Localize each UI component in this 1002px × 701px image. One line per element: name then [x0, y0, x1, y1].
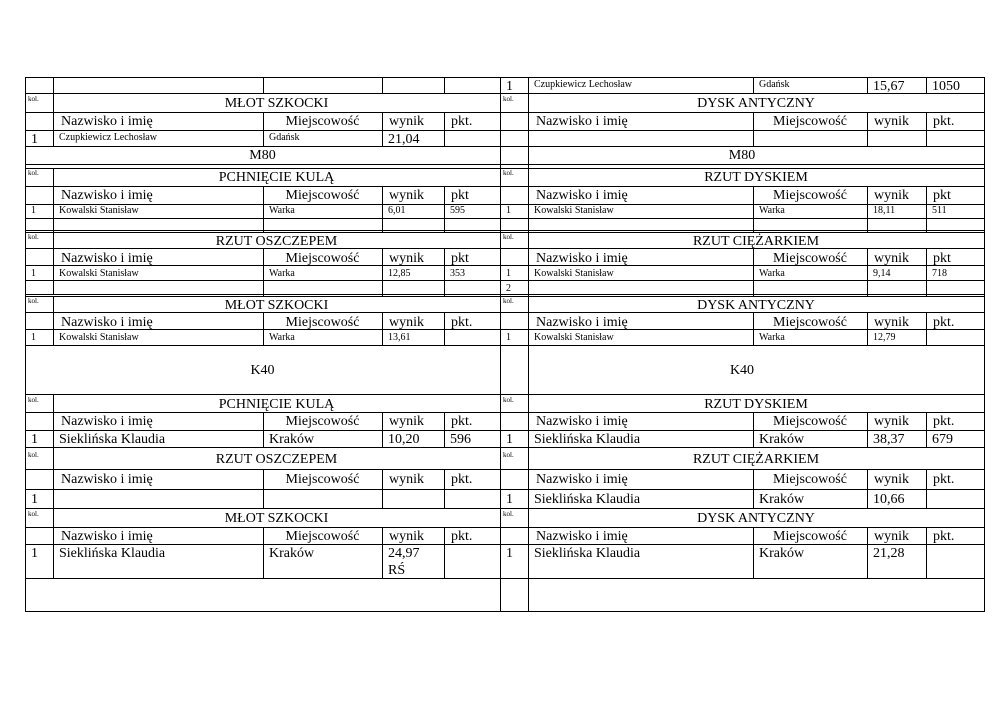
col-header-name: Nazwisko i imię — [536, 414, 628, 429]
col-header-name: Nazwisko i imię — [61, 315, 153, 330]
grid-rule — [382, 112, 383, 146]
col-header-points: pkt — [451, 251, 469, 266]
col-header-points: pkt. — [451, 114, 473, 129]
col-header-result: wynik — [389, 315, 424, 330]
grid-rule — [25, 430, 984, 431]
kol-label: kol. — [28, 297, 39, 305]
grid-rule — [25, 112, 984, 113]
grid-rule — [926, 527, 927, 578]
grid-rule — [263, 527, 264, 578]
kol-label: kol. — [28, 510, 39, 518]
kol-label: kol. — [503, 451, 514, 459]
points-value: 1050 — [932, 79, 960, 94]
athlete-name: Siеklińska Klaudia — [59, 432, 166, 447]
athlete-place: Kraków — [269, 546, 315, 561]
grid-rule — [25, 248, 984, 249]
grid-rule — [25, 146, 984, 147]
event-title: RZUT CIĘŻARKIEM — [692, 452, 820, 467]
grid-rule — [867, 186, 868, 232]
col-header-place: Miejscowość — [285, 315, 360, 330]
event-title: MŁOT SZKOCKI — [224, 511, 329, 526]
athlete-place: Gdańsk — [759, 79, 790, 90]
event-title: RZUT OSZCZEPEM — [215, 452, 338, 467]
result-value: 18,11 — [873, 205, 896, 216]
col-header-result: wynik — [389, 472, 424, 487]
result-value: 12,85 — [388, 268, 411, 279]
kol-label: kol. — [503, 297, 514, 305]
col-header-points: pkt — [451, 188, 469, 203]
athlete-place: Kraków — [269, 432, 315, 447]
grid-rule — [25, 218, 984, 219]
grid-rule — [25, 77, 984, 78]
category-label: K40 — [729, 363, 755, 378]
grid-rule — [926, 312, 927, 345]
row-number: 1 — [31, 546, 38, 561]
event-title: RZUT DYSKIEM — [704, 397, 808, 412]
col-header-points: pkt. — [933, 414, 955, 429]
col-header-points: pkt. — [933, 114, 955, 129]
kol-label: kol. — [28, 95, 39, 103]
athlete-name: Kowalski Stanisław — [59, 332, 139, 343]
col-header-name: Nazwisko i imię — [536, 472, 628, 487]
result-note: RŚ — [388, 563, 406, 578]
row-number: 1 — [506, 332, 511, 343]
grid-rule — [926, 186, 927, 232]
grid-rule — [867, 412, 868, 447]
col-header-name: Nazwisko i imię — [61, 251, 153, 266]
athlete-place: Kraków — [759, 492, 805, 507]
athlete-name: Sieklińska Klaudia — [534, 432, 641, 447]
points-value: 679 — [932, 432, 953, 447]
kol-label: kol. — [503, 233, 514, 241]
grid-rule — [528, 168, 529, 232]
result-value: 10,66 — [873, 492, 905, 507]
col-header-name: Nazwisko i imię — [536, 114, 628, 129]
grid-rule — [25, 611, 985, 612]
col-header-place: Miejscowość — [285, 414, 360, 429]
grid-rule — [53, 447, 54, 508]
grid-rule — [25, 578, 984, 579]
grid-rule — [382, 186, 383, 232]
col-header-place: Miejscowość — [773, 188, 847, 203]
col-header-result: wynik — [389, 114, 424, 129]
grid-rule — [25, 447, 984, 448]
athlete-place: Warka — [759, 205, 785, 216]
grid-rule — [528, 93, 529, 146]
grid-rule — [263, 248, 264, 296]
athlete-name: Czupkiewicz Lechosław — [59, 132, 158, 143]
points-value: 353 — [450, 268, 465, 279]
athlete-place: Warka — [269, 205, 295, 216]
col-header-name: Nazwisko i imię — [61, 188, 153, 203]
col-header-points: pkt — [933, 251, 951, 266]
points-value: 596 — [450, 432, 471, 447]
event-title: DYSK ANTYCZNY — [697, 96, 815, 111]
col-header-result: wynik — [874, 114, 909, 129]
grid-rule — [926, 469, 927, 508]
result-value: 13,61 — [388, 332, 411, 343]
athlete-place: Gdańsk — [269, 132, 300, 143]
grid-rule — [25, 130, 984, 131]
result-value: 6,01 — [388, 205, 406, 216]
grid-rule — [444, 469, 445, 508]
event-title: RZUT CIĘŻARKIEM — [692, 234, 820, 249]
grid-rule — [444, 312, 445, 345]
event-title: RZUT DYSKIEM — [704, 170, 808, 185]
kol-label: kol. — [503, 510, 514, 518]
grid-rule — [53, 296, 54, 345]
col-header-name: Nazwisko i imię — [536, 251, 628, 266]
athlete-name: Sieklińska Klaudia — [534, 492, 641, 507]
grid-rule — [25, 312, 984, 313]
grid-rule — [25, 527, 984, 528]
event-title: MŁOT SZKOCKI — [224, 96, 329, 111]
col-header-points: pkt. — [933, 529, 955, 544]
athlete-place: Kraków — [759, 432, 805, 447]
grid-rule — [25, 469, 984, 470]
kol-label: kol. — [503, 95, 514, 103]
grid-rule — [867, 527, 868, 578]
col-header-result: wynik — [874, 315, 909, 330]
grid-rule — [263, 469, 264, 508]
grid-rule — [263, 412, 264, 447]
grid-rule — [926, 248, 927, 296]
col-header-place: Miejscowość — [285, 472, 360, 487]
col-header-name: Nazwisko i imię — [536, 188, 628, 203]
grid-rule — [867, 112, 868, 146]
row-number: 1 — [31, 205, 36, 216]
col-header-place: Miejscowość — [773, 529, 847, 544]
grid-rule — [753, 527, 754, 578]
grid-rule — [25, 294, 984, 295]
grid-rule — [753, 412, 754, 447]
col-header-result: wynik — [389, 529, 424, 544]
grid-rule — [528, 296, 529, 345]
col-header-result: wynik — [874, 414, 909, 429]
col-header-result: wynik — [389, 414, 424, 429]
points-value: 511 — [932, 205, 947, 216]
athlete-place: Kraków — [759, 546, 805, 561]
col-header-place: Miejscowość — [773, 472, 847, 487]
grid-rule — [25, 280, 984, 281]
category-label: M80 — [249, 148, 276, 163]
result-value: 15,67 — [873, 79, 905, 94]
col-header-result: wynik — [389, 188, 424, 203]
result-value: 21,04 — [388, 132, 420, 147]
athlete-name: Kowalski Stanisław — [59, 268, 139, 279]
col-header-result: wynik — [874, 529, 909, 544]
kol-label: kol. — [28, 233, 39, 241]
grid-rule — [263, 186, 264, 232]
grid-rule — [867, 248, 868, 296]
col-header-points: pkt. — [451, 472, 473, 487]
grid-rule — [25, 204, 984, 205]
col-header-place: Miejscowość — [285, 529, 360, 544]
row-number: 1 — [31, 432, 38, 447]
col-header-points: pkt. — [933, 315, 955, 330]
event-title: MŁOT SZKOCKI — [224, 298, 329, 313]
event-title: DYSK ANTYCZNY — [697, 298, 815, 313]
grid-rule — [382, 469, 383, 508]
col-header-place: Miejscowość — [285, 188, 360, 203]
row-number: 1 — [31, 492, 38, 507]
grid-rule — [753, 77, 754, 93]
grid-rule — [926, 77, 927, 93]
grid-rule — [53, 168, 54, 232]
grid-rule — [53, 394, 54, 447]
col-header-result: wynik — [874, 188, 909, 203]
result-value: 38,37 — [873, 432, 905, 447]
kol-label: kol. — [28, 451, 39, 459]
grid-rule — [528, 508, 529, 578]
col-header-result: wynik — [874, 472, 909, 487]
athlete-place: Warka — [269, 332, 295, 343]
grid-rule — [382, 77, 383, 93]
col-header-points: pkt. — [451, 414, 473, 429]
grid-rule — [753, 248, 754, 296]
col-header-name: Nazwisko i imię — [536, 529, 628, 544]
col-header-points: pkt. — [451, 315, 473, 330]
athlete-name: Sieklińska Klaudia — [59, 546, 166, 561]
category-label: M80 — [728, 148, 756, 163]
grid-rule — [53, 232, 54, 294]
grid-rule — [53, 93, 54, 146]
col-header-name: Nazwisko i imię — [536, 315, 628, 330]
col-header-result: wynik — [389, 251, 424, 266]
grid-rule — [753, 469, 754, 508]
row-number: 1 — [506, 432, 513, 447]
col-header-place: Miejscowość — [773, 114, 847, 129]
kol-label: kol. — [28, 396, 39, 404]
event-title: RZUT OSZCZEPEM — [215, 234, 338, 249]
event-title: PCHNIĘCIE KULĄ — [218, 170, 335, 185]
grid-rule — [753, 312, 754, 345]
kol-label: kol. — [503, 396, 514, 404]
grid-rule — [444, 77, 445, 93]
athlete-name: Sieklińska Klaudia — [534, 546, 641, 561]
grid-rule — [25, 345, 984, 346]
grid-rule — [753, 112, 754, 146]
grid-rule — [25, 186, 984, 187]
grid-rule — [444, 412, 445, 447]
col-header-name: Nazwisko i imię — [61, 414, 153, 429]
grid-rule — [25, 508, 984, 509]
col-header-points: pkt. — [451, 529, 473, 544]
grid-rule — [263, 77, 264, 93]
result-value: 9,14 — [873, 268, 891, 279]
grid-rule — [444, 527, 445, 578]
kol-label: kol. — [503, 169, 514, 177]
athlete-place: Warka — [269, 268, 295, 279]
col-header-result: wynik — [874, 251, 909, 266]
grid-rule — [53, 77, 54, 93]
result-value: 21,28 — [873, 546, 905, 561]
points-value: 595 — [450, 205, 465, 216]
grid-rule — [53, 508, 54, 578]
grid-rule — [984, 77, 985, 612]
row-number: 2 — [506, 283, 511, 294]
athlete-name: Kowalski Stanisław — [534, 268, 614, 279]
grid-rule — [753, 186, 754, 232]
points-value: 718 — [932, 268, 947, 279]
row-number: 1 — [31, 332, 36, 343]
col-header-place: Miejscowość — [285, 251, 360, 266]
grid-rule — [926, 412, 927, 447]
grid-rule — [263, 312, 264, 345]
grid-rule — [382, 412, 383, 447]
grid-rule — [926, 112, 927, 146]
kol-label: kol. — [28, 169, 39, 177]
col-header-place: Miejscowość — [773, 414, 847, 429]
col-header-points: pkt. — [933, 472, 955, 487]
result-value: 10,20 — [388, 432, 420, 447]
athlete-name: Czupkiewicz Lechosław — [534, 79, 633, 90]
col-header-name: Nazwisko i imię — [61, 114, 153, 129]
grid-rule — [25, 394, 984, 395]
row-number: 1 — [506, 492, 513, 507]
grid-rule — [444, 248, 445, 296]
grid-rule — [528, 232, 529, 294]
grid-rule — [382, 248, 383, 296]
grid-rule — [263, 112, 264, 146]
result-value: 24,97 — [388, 546, 420, 561]
row-number: 1 — [506, 546, 513, 561]
col-header-place: Miejscowość — [285, 114, 360, 129]
col-header-name: Nazwisko i imię — [61, 529, 153, 544]
grid-rule — [25, 230, 984, 231]
grid-rule — [382, 527, 383, 578]
event-title: PCHNIĘCIE KULĄ — [218, 397, 335, 412]
grid-rule — [25, 164, 984, 165]
row-number: 1 — [31, 268, 36, 279]
athlete-place: Warka — [759, 332, 785, 343]
grid-rule — [25, 93, 984, 94]
grid-rule — [25, 544, 984, 545]
result-value: 12,79 — [873, 332, 896, 343]
col-header-points: pkt — [933, 188, 951, 203]
grid-rule — [528, 447, 529, 508]
row-number: 1 — [506, 79, 513, 94]
row-number: 1 — [506, 268, 511, 279]
grid-rule — [867, 77, 868, 93]
row-number: 1 — [506, 205, 511, 216]
grid-rule — [444, 186, 445, 232]
col-header-place: Miejscowość — [773, 251, 847, 266]
athlete-name: Kowalski Stanisław — [59, 205, 139, 216]
athlete-name: Kowalski Stanisław — [534, 205, 614, 216]
grid-rule — [25, 412, 984, 413]
grid-rule — [444, 112, 445, 146]
col-header-place: Miejscowość — [773, 315, 847, 330]
grid-rule — [867, 469, 868, 508]
grid-rule — [867, 312, 868, 345]
col-header-name: Nazwisko i imię — [61, 472, 153, 487]
row-number: 1 — [31, 132, 38, 147]
athlete-place: Warka — [759, 268, 785, 279]
athlete-name: Kowalski Stanisław — [534, 332, 614, 343]
grid-rule — [25, 489, 984, 490]
event-title: DYSK ANTYCZNY — [697, 511, 815, 526]
grid-rule — [382, 312, 383, 345]
grid-rule — [528, 394, 529, 447]
category-label: K40 — [250, 363, 275, 378]
